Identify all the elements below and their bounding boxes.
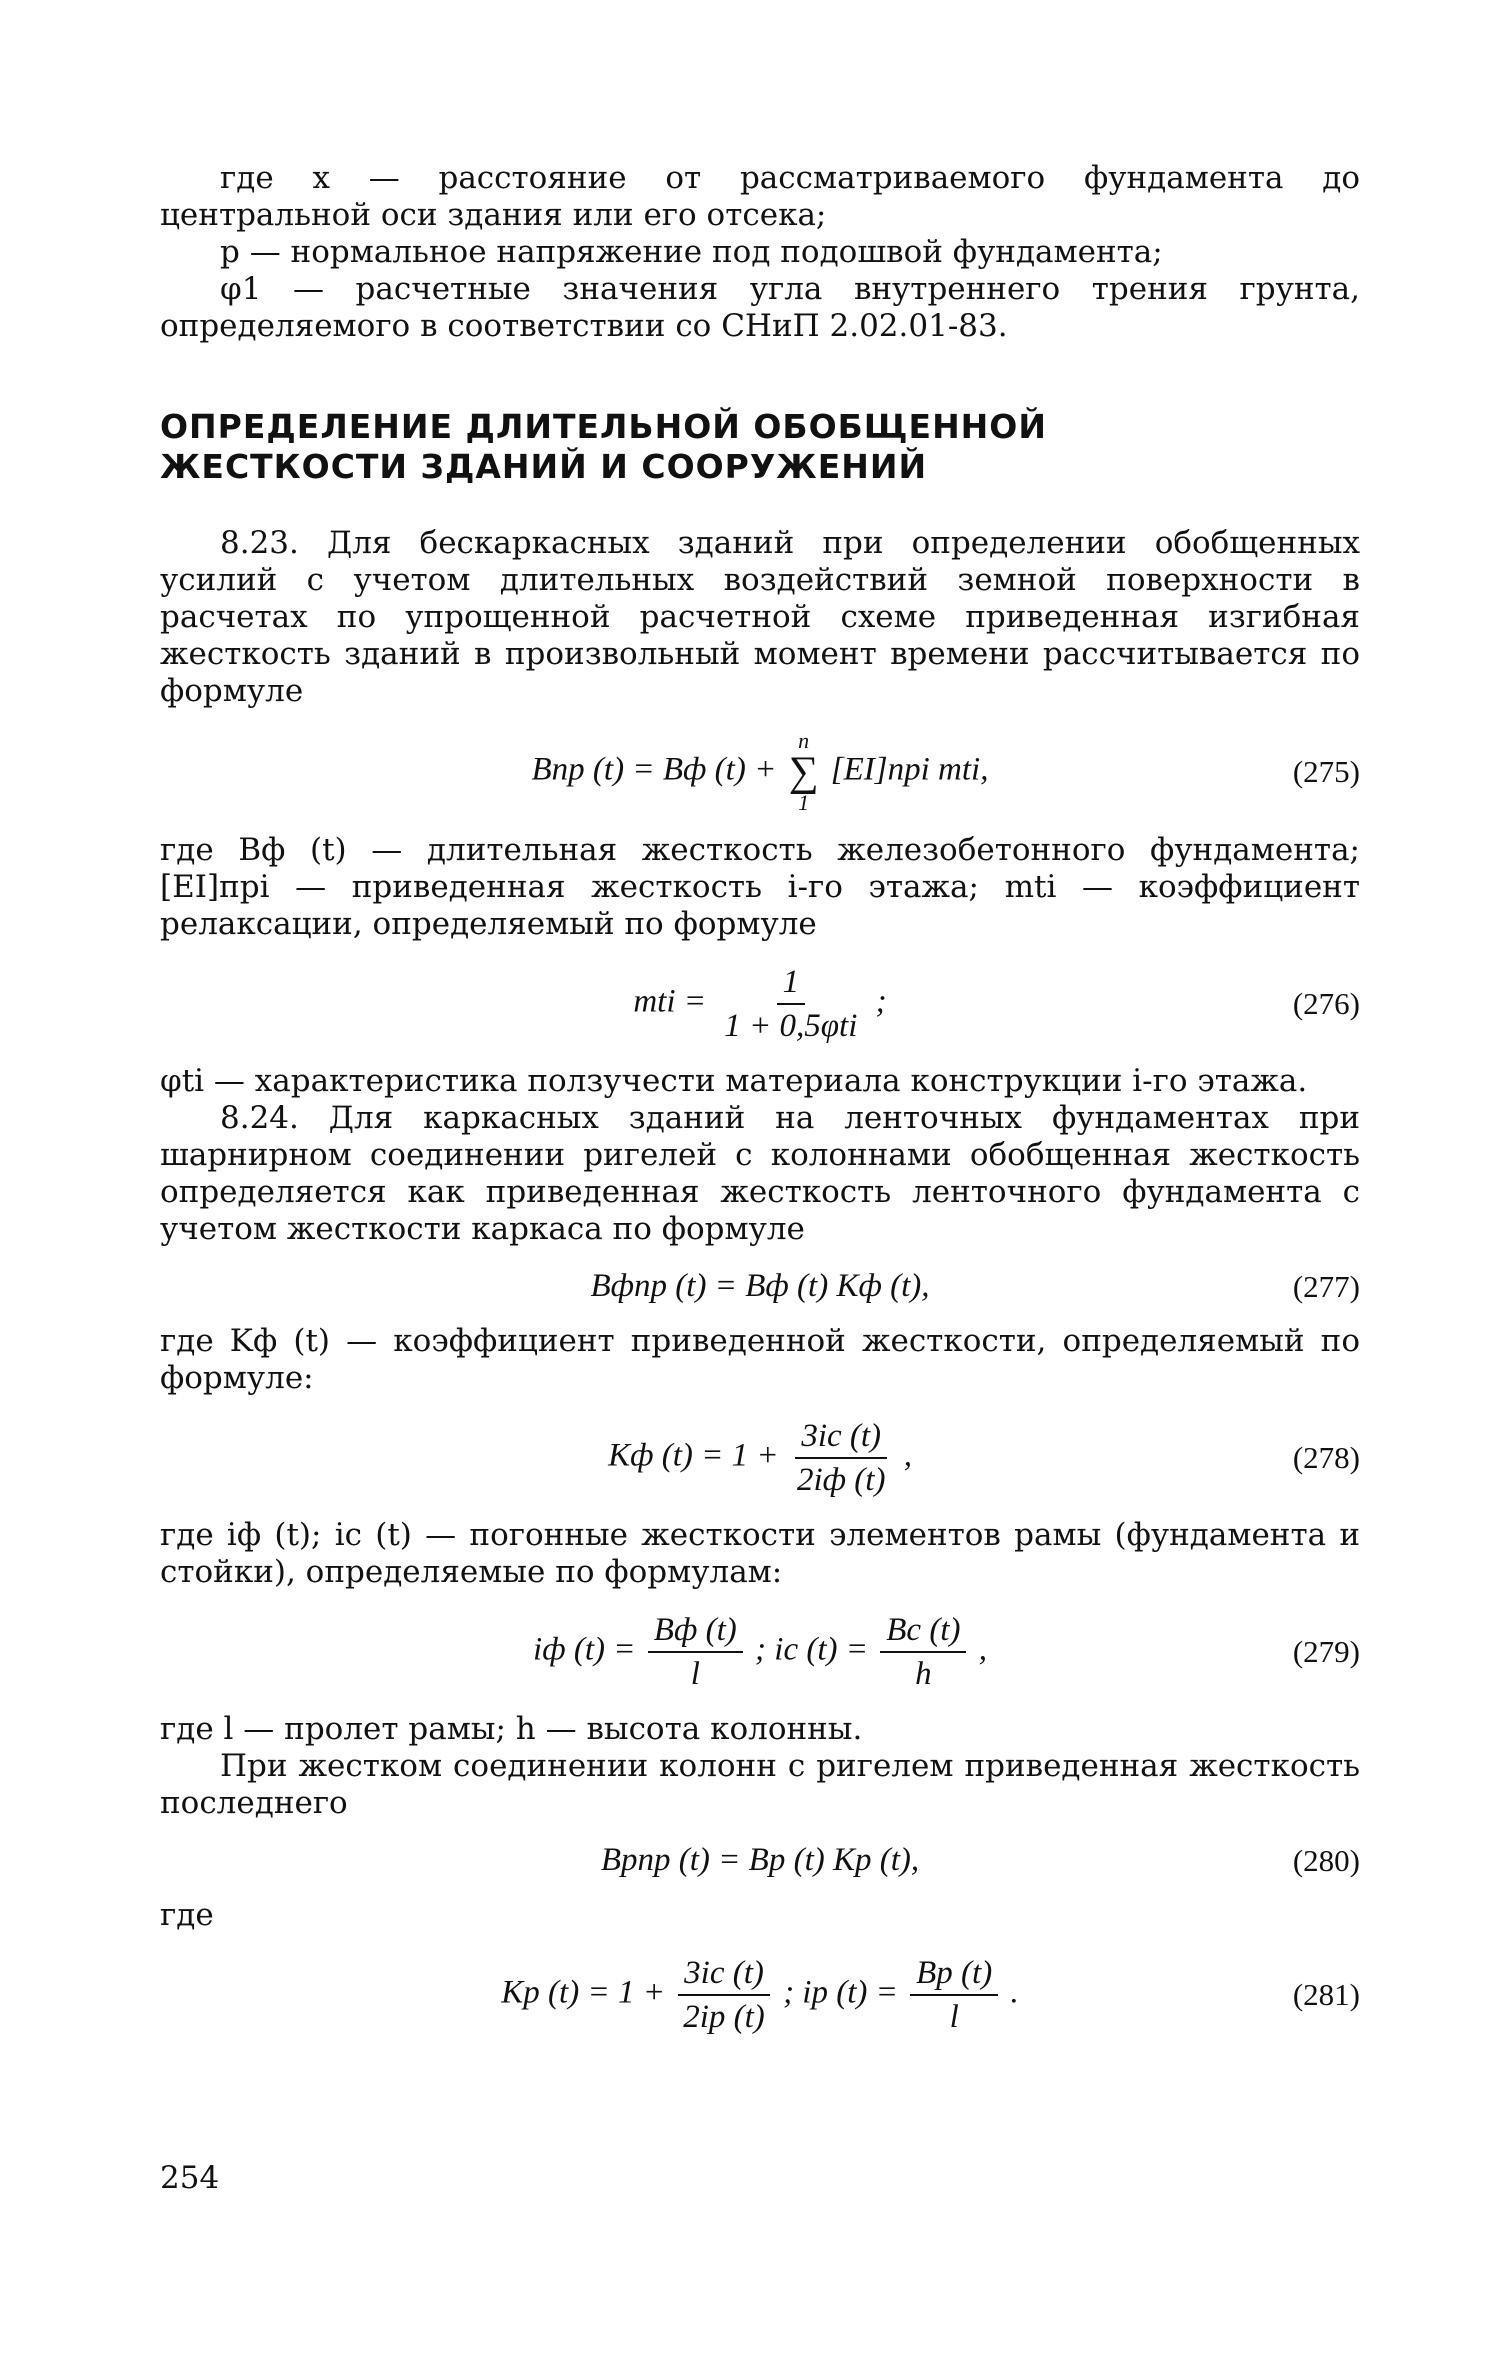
formula-280: [160, 1842, 1360, 1879]
formula-279-lhs: iф (t) =: [533, 1631, 644, 1668]
formula-279-mid: ; ic (t) =: [755, 1631, 877, 1668]
formula-number-281: (281): [1292, 1977, 1360, 2012]
fraction-denominator: l: [949, 1999, 959, 2035]
fraction-denominator: 2iф (t): [796, 1462, 886, 1498]
intro-definition-x: где x — расстояние от рассматриваемого фундамента до центральной оси здания или его отсека;: [160, 160, 1360, 233]
formula-number-278: (278): [1292, 1440, 1360, 1475]
intro-definition-p: p — нормальное напряжение под подошвой фундамента;: [220, 234, 1163, 270]
formula-281-mid: ; iр (t) =: [783, 1974, 907, 2011]
formula-276: [160, 963, 1360, 1045]
sum-lower-limit: 1: [798, 790, 810, 815]
formula-278-lhs: Kф (t) = 1 +: [608, 1437, 787, 1474]
formula-279-fraction-1: [648, 1611, 743, 1693]
formula-number-277: (277): [1292, 1268, 1360, 1304]
fraction-denominator: 1 + 0,5φti: [724, 1008, 858, 1044]
paragraph-8-24: 8.24. Для каркасных зданий на ленточных фундаментах при шарнирном соединении ригелей с колоннами обобщенная жесткость определяется как приведенная жесткость ленточного фундамента с учетом жесткости каркаса по формуле: [160, 1100, 1360, 1247]
formula-number-276: (276): [1292, 986, 1360, 1021]
paragraph-after-275: где Bф (t) — длительная жесткость железобетонного фундамента; [EI]прi — приведенная жесткость i-го этажа; mti — коэффициент релаксации, определяемый по формуле: [160, 832, 1360, 942]
paragraph-after-279: где l — пролет рамы; h — высота колонны.: [160, 1711, 863, 1747]
formula-279-tail: ,: [978, 1631, 987, 1668]
fraction-numerator: Bc (t): [880, 1611, 966, 1653]
formula-number-280: (280): [1292, 1842, 1360, 1878]
formula-281: [160, 1954, 1360, 2036]
page-number: 254: [160, 2160, 220, 2196]
summation-operator: [789, 730, 819, 814]
formula-275-math: [532, 730, 989, 814]
sum-sign: ∑: [788, 749, 819, 795]
formula-275-rhs: [EI]прi mti,: [830, 751, 989, 788]
formula-278-math: [608, 1417, 912, 1499]
fraction-denominator: h: [915, 1656, 932, 1692]
formula-277: [160, 1268, 1360, 1305]
formula-278-tail: ,: [903, 1437, 912, 1474]
paragraph-rigid-connection: При жестком соединении колонн с ригелем приведенная жесткость последнего: [160, 1748, 1360, 1821]
formula-279-fraction-2: [880, 1611, 966, 1693]
fraction-numerator: Bр (t): [910, 1954, 998, 1996]
fraction-numerator: Bф (t): [648, 1611, 743, 1653]
formula-275: [160, 730, 1360, 814]
heading-line-2: ЖЕСТКОСТИ ЗДАНИЙ И СООРУЖЕНИЙ: [160, 447, 928, 486]
sum-upper-limit: n: [798, 728, 810, 753]
formula-281-tail: .: [1010, 1974, 1019, 2011]
formula-279: [160, 1611, 1360, 1693]
fraction-numerator: 1: [777, 963, 806, 1005]
formula-280-math: Bрпр (t) = Bр (t) Kр (t),: [600, 1842, 920, 1878]
intro-definition-phi: φ1 — расчетные значения угла внутреннего трения грунта, определяемого в соответствии со СНиП 2.02.01-83.: [160, 271, 1360, 344]
paragraph-after-278: где iф (t); ic (t) — погонные жесткости элементов рамы (фундамента и стойки), определяемые по формулам:: [160, 1517, 1360, 1590]
formula-281-fraction-1: [677, 1954, 771, 2036]
fraction-denominator: l: [690, 1656, 700, 1692]
formula-281-fraction-2: [910, 1954, 998, 2036]
fraction-numerator: 3ic (t): [795, 1417, 887, 1459]
formula-276-lhs: mti =: [633, 983, 715, 1020]
formula-277-math: Bфпр (t) = Bф (t) Kф (t),: [590, 1268, 930, 1304]
formula-275-lhs: Bпр (t) = Bф (t) +: [531, 751, 785, 788]
formula-281-math: [501, 1954, 1018, 2036]
formula-number-279: (279): [1292, 1634, 1360, 1669]
formula-278-fraction: [791, 1417, 892, 1499]
heading-line-1: ОПРЕДЕЛЕНИЕ ДЛИТЕЛЬНОЙ ОБОБЩЕННОЙ: [160, 407, 1047, 446]
section-heading: [160, 407, 1360, 487]
paragraph-after-276: φti — характеристика ползучести материала конструкции i-го этажа.: [160, 1063, 1308, 1099]
where-label: где: [160, 1897, 214, 1933]
paragraph-after-277: где Kф (t) — коэффициент приведенной жесткости, определяемый по формуле:: [160, 1323, 1360, 1396]
paragraph-8-23: 8.23. Для бескаркасных зданий при определении обобщенных усилий с учетом длительных воздействий земной поверхности в расчетах по упрощенной расчетной схеме приведенная изгибная жесткость зданий в произвольный момент времени рассчитывается по формуле: [160, 525, 1360, 709]
formula-281-lhs: Kр (t) = 1 +: [501, 1974, 674, 2011]
formula-279-math: [533, 1611, 987, 1693]
formula-number-275: (275): [1292, 754, 1360, 789]
formula-276-fraction: [718, 963, 863, 1045]
formula-278: [160, 1417, 1360, 1499]
fraction-numerator: 3ic (t): [678, 1954, 770, 1996]
fraction-denominator: 2iр (t): [683, 1999, 765, 2035]
formula-276-math: [633, 963, 886, 1045]
formula-276-tail: ;: [875, 983, 887, 1020]
